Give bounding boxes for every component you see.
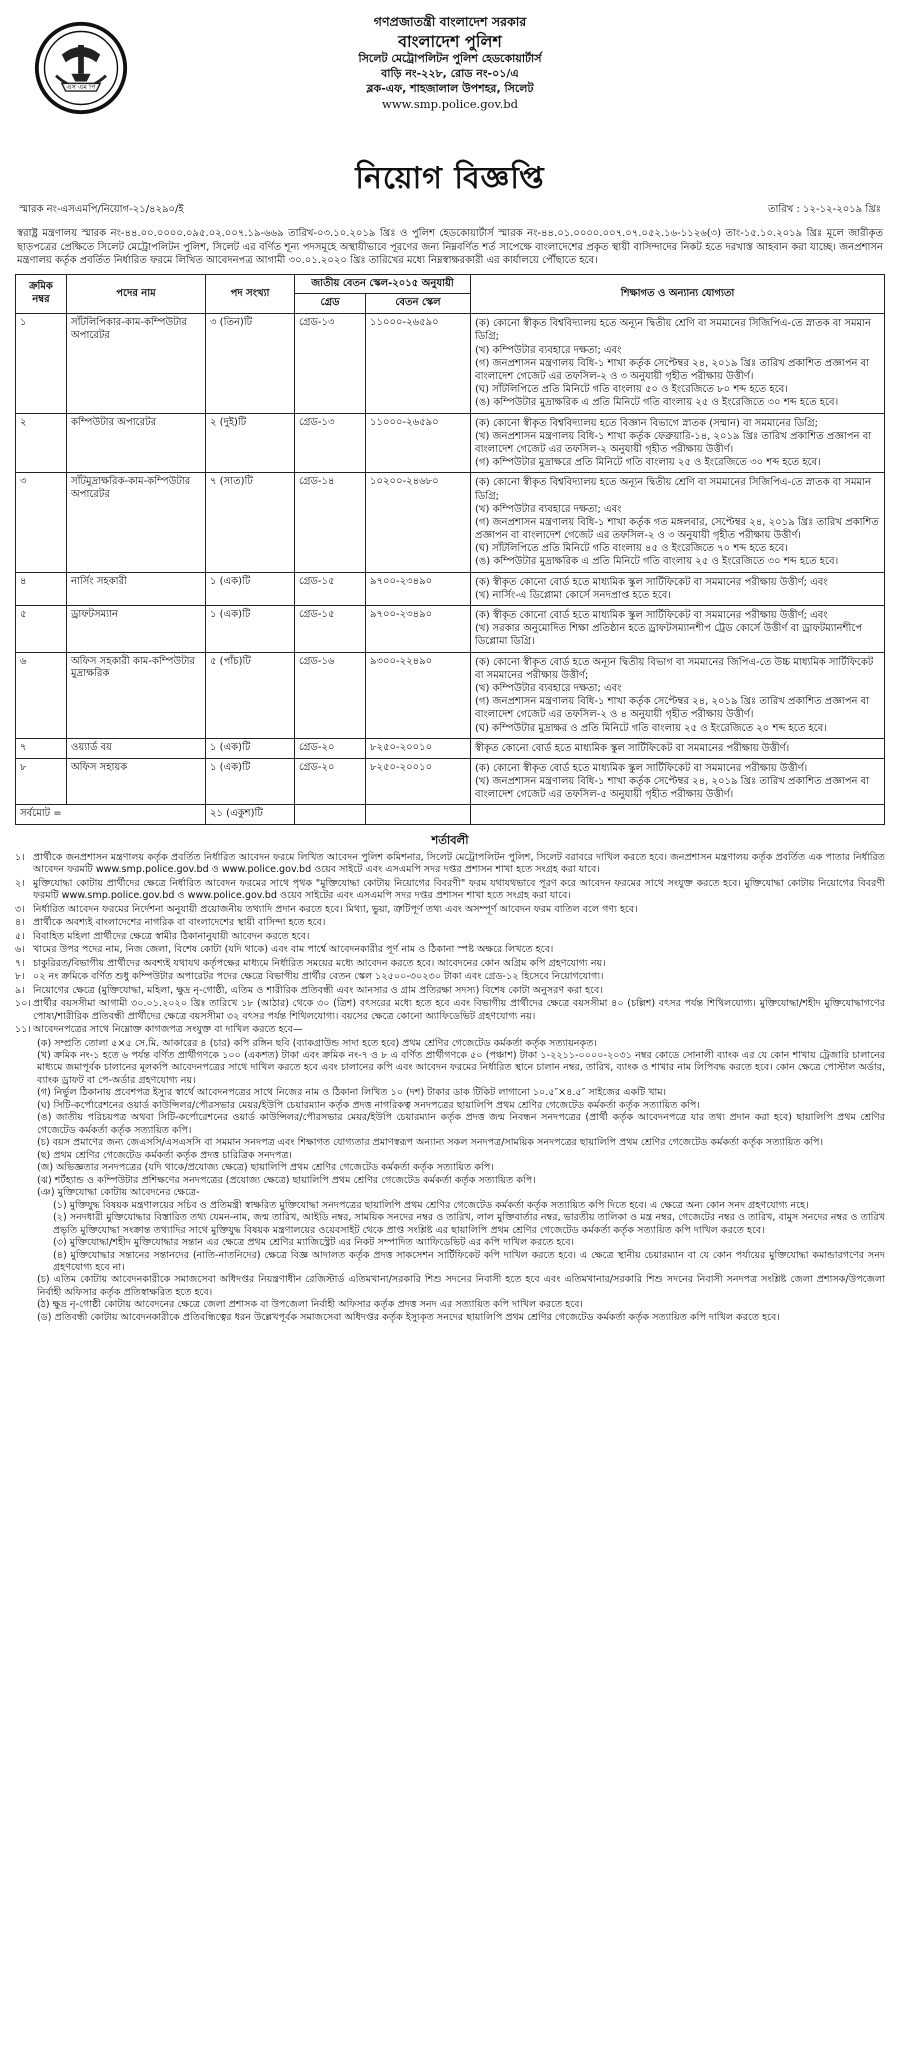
cell-serial: ৭: [16, 738, 67, 758]
address-line-1: বাড়ি নং-২২৮, রোড নং-০১/এ: [381, 67, 519, 81]
qualification-item: (ঙ) কম্পিউটার মুদ্রাক্ষরিক এ প্রতি মিনিটে গতি বাংলায় ২৫ ও ইংরেজিতে ৩০ শব্দ হতে হবে।: [475, 556, 839, 568]
header-scale-group: জাতীয় বেতন স্কেল-২০১৫ অনুযায়ী: [295, 274, 471, 294]
term-text: নিয়োগের ক্ষেত্রে (মুক্তিযোদ্ধা, মহিলা, ক্ষুদ্র নৃ-গোষ্ঠী, এতিম ও শারীরিক প্রতিবন্ধী এবং আনসার ও গ্রাম প্রতিরক্ষা সদস্য) বিশেষ কোটা অনুসরণ করা হবে।: [33, 984, 603, 996]
cell-post-name: সাঁটমুদ্রাক্ষরিক-কাম-কম্পিউটার অপারেটর: [67, 473, 206, 572]
table-row: [16, 606, 885, 653]
term-item: [15, 985, 885, 997]
address-line-2: ব্লক-এফ, শাহজালাল উপশহর, সিলেট: [366, 82, 534, 96]
website-link[interactable]: www.smp.police.gov.bd: [382, 97, 518, 111]
term-number: ৮।: [15, 971, 25, 983]
cell-post-name: অফিস সহায়ক: [67, 758, 206, 805]
qualification-item: (খ) জনপ্রশাসন মন্ত্রণালয় বিধি-১ শাখা কর্তৃক ফেব্রুয়ারি-১৪, ২০১৯ খ্রিঃ তারিখ প্রকাশিত প্রজ্ঞাপন বা বাংলাদেশ গেজেট এর তফসিল-২ অনুযায়ী গৃহীত পরীক্ষায় উত্তীর্ণ।: [475, 430, 872, 455]
cell-qualification: [471, 738, 885, 758]
qualification-item: (গ) জনপ্রশাসন মন্ত্রণালয় বিধি-১ শাখা কর্তৃক সেপ্টেম্বর ২৪, ২০১৯ খ্রিঃ তারিখ প্রকাশিত প্রজ্ঞাপন বা বাংলাদেশ গেজেট এর তফসিল-২ ও ৪ অনুযায়ী গৃহীত পরীক্ষায় উত্তীর্ণ।: [475, 696, 870, 721]
term-number: ১১।: [15, 1024, 31, 1036]
qualification-item: (ক) কোনো স্বীকৃত বিশ্ববিদ্যালয় হতে বিজ্ঞান বিভাগে স্নাতক (সম্মান) বা সমমানের ডিগ্রি;: [475, 417, 818, 429]
terms-list: [15, 852, 885, 1324]
cell-post-name: ওয়্যার্ড বয়: [67, 738, 206, 758]
term-text: প্রার্থীকে জনপ্রশাসন মন্ত্রণালয় কর্তৃক প্রবর্তিত নির্ধারিত আবেদন ফরমে লিখিত আবেদন পুলিশ কমিশনার, সিলেট মেট্রোপলিটন পুলিশ, সিলেট বরাবরে দাখিল করতে হবে। জনপ্রশাসন মন্ত্রণালয় কর্তৃক প্রবর্তিত এক পাতার নির্ধারিত আবেদন ফরমটি www.smp.police.gov.bd ও www.police.gov.bd ওয়েব সাইটে এবং এসএমপি সদর দপ্তর প্রশাসন শাখা হতে সংগ্রহ করা যাবে।: [33, 851, 885, 876]
cell-post-count: ১ (এক)টি: [206, 758, 295, 805]
header-serial: ক্রমিক নম্বর: [16, 274, 67, 314]
qualification-item: (খ) কম্পিউটার ব্যবহারে দক্ষতা; এবং: [475, 682, 622, 694]
cell-grade: গ্রেড-২০: [295, 758, 366, 805]
header-qualification: শিক্ষাগত ও অন্যান্য যোগ্যতা: [471, 274, 885, 314]
quota-requirement: (১) মুক্তিযুদ্ধ বিষয়ক মন্ত্রণালয়ের সচিব ও প্রতিমন্ত্রী স্বাক্ষরিত মুক্তিযোদ্ধা সনদপত্রের ছায়ালিপি প্রথম শ্রেণির গেজেটেড কর্মকর্তা কর্তৃক সত্যায়িত কপি দিতে হবে। এ ক্ষেত্রে অন্য কোন সনদ গ্রহণযোগ্য নহে।: [53, 1199, 809, 1211]
table-row: [16, 314, 885, 413]
qualification-item: (ক) কোনো স্বীকৃত বিশ্ববিদ্যালয় হতে অন্যূন দ্বিতীয় শ্রেণি বা সমমানের সিজিপিএ-তে স্নাতক বা সমমান ডিগ্রি;: [475, 477, 871, 502]
cell-pay-scale: ১১০০০-২৬৫৯০: [366, 314, 471, 413]
cell-post-count: ৩ (তিন)টি: [206, 314, 295, 413]
qualification-item: (খ) সরকার অনুমোদিত শিক্ষা প্রতিষ্ঠান হতে ড্রাফটসম্যানশীপ ট্রেড কোর্সে উত্তীর্ণ বা ড্রাফটম্যানশীপে ডিপ্লোমা ডিগ্রি।: [475, 623, 863, 648]
cell-serial: ১: [16, 314, 67, 413]
cell-grade: গ্রেড-১৩: [295, 314, 366, 413]
notice-title: নিয়োগ বিজ্ঞপ্তি: [355, 161, 545, 196]
quota-requirement: (২) সনদধারী মুক্তিযোদ্ধার বিস্তারিত তথ্য যেমন-নাম, জন্ম তারিখ, আইডি নম্বর, সাময়িক সনদের নম্বর ও তারিখ, লাল মুক্তিবার্তার নম্বর, ভারতীয় তালিকা ও মন্ত্র নম্বর, গেজেটের নম্বর ও তারিখ, বামুস সনদের নম্বর ও তারিখ প্রভৃতি মুক্তিযোদ্ধা সংক্রান্ত তথ্যাদির সাথে মুক্তিযুদ্ধ বিষয়ক মন্ত্রণালয়ের ওয়েবসাইট থেকে প্রাপ্ত সংশ্লিষ্ট এর ছায়ালিপি প্রথম শ্রেণির গেজেটেড কর্মকর্তা কর্তৃক সত্যায়িত কপি দাখিল করতে হবে।: [53, 1212, 885, 1236]
cell-pay-scale: ১০২০০-২৪৬৮০: [366, 473, 471, 572]
document-requirement: (ঙ) জাতীয় পরিচয়পত্র অথবা সিটি-কর্পোরেশনের ওয়ার্ড কাউন্সিলর/পৌরসভার মেয়র/ইউপি চেয়ারম্যান কর্তৃক প্রদত্ত জন্ম নিবন্ধন সনদপত্রের (প্রার্থী কর্তৃক আবেদনপত্রে যার তথ্য প্রদান করা হবে) ছায়ালিপি প্রথম শ্রেণির গেজেটেড কর্মকর্তা কর্তৃক সত্যায়িত কপি।: [37, 1112, 885, 1136]
qualification-item: (ক) কোনো স্বীকৃত বিশ্ববিদ্যালয় হতে অন্যূন দ্বিতীয় শ্রেণি বা সমমানের সিজিপিএ-তে স্নাতক বা সমমান ডিগ্রি;: [475, 318, 871, 343]
term-number: ৯।: [15, 984, 25, 996]
cell-pay-scale: ৯৭০০-২৩৪৯০: [366, 606, 471, 653]
qualification-item: (গ) জনপ্রশাসন মন্ত্রণালয় বিধি-১ শাখা কর্তৃক গত মঙ্গলবার, সেপ্টেম্বর ২৪, ২০১৯ খ্রিঃ তারিখ প্রকাশিত প্রজ্ঞাপন বা বাংলাদেশ গেজেট এর তফসিল-২ ও ৩ অনুযায়ী গৃহীত পরীক্ষায় উত্তীর্ণ।: [475, 516, 879, 542]
cell-post-count: ৭ (সাত)টি: [206, 473, 295, 572]
cell-grade: গ্রেড-১৫: [295, 606, 366, 653]
qualification-item: (ঘ) কম্পিউটার মুদ্রাক্ষর ও প্রতি মিনিটে গতি বাংলায় ২৫ ও ইংরেজিতে ২০ শব্দ হতে হবে।: [475, 722, 827, 734]
cell-pay-scale: ৯৩০০-২২৪৯০: [366, 652, 471, 738]
quota-requirement: (৩) মুক্তিযোদ্ধা/শহীদ মুক্তিযোদ্ধার সন্তান এর ক্ষেত্রে প্রথম শ্রেণির ম্যাজিস্ট্রেট এর নিকট সম্পাদিত অ্যাফিডেভিট এর কপি দাখিল করতে হবে।: [53, 1237, 575, 1249]
cell-post-name: কম্পিউটার অপারেটর: [67, 413, 206, 473]
term-item: [15, 944, 885, 956]
cell-pay-scale: ৯৭০০-২৩৪৯০: [366, 572, 471, 605]
qualification-item: (গ) জনপ্রশাসন মন্ত্রণালয় বিধি-১ শাখা কর্তৃক সেপ্টেম্বর ২৪, ২০১৯ খ্রিঃ তারিখ প্রকাশিত প্রজ্ঞাপন বা বাংলাদেশ গেজেট এর তফসিল-২ ও ৩ অনুযায়ী গৃহীত পরীক্ষায় উত্তীর্ণ।: [475, 357, 870, 383]
cell-qualification: [471, 572, 885, 605]
quota-requirement: (ড) প্রতিবন্ধী কোটায় আবেদনকারীকে প্রতিবন্ধিত্বের ধরন উল্লেখপূর্বক সমাজসেবা অধিদপ্তর কর্তৃক ইস্যুকৃত সনদের ছায়ালিপি প্রথম শ্রেণির গেজেটেড কর্মকর্তা কর্তৃক সত্যায়িত কপি দাখিল করতে হবে।: [37, 1311, 780, 1323]
cell-qualification: [471, 314, 885, 413]
terms-title: শর্তাবলী: [431, 833, 469, 848]
table-row: [16, 758, 885, 805]
cell-post-name: অফিস সহকারী কাম-কম্পিউটার মুদ্রাক্ষরিক: [67, 652, 206, 738]
notice-date: তারিখ : ১২-১২-২০১৯ খ্রিঃ: [767, 204, 881, 216]
cell-post-count: ১ (এক)টি: [206, 738, 295, 758]
term-item: [15, 917, 885, 929]
quota-requirement: (৪) মুক্তিযোদ্ধার সন্তানের সন্তানদের (নাতি-নাতনিদের) ক্ষেত্রে বিজ্ঞ আদালত কর্তৃক প্রদত্ত সাকসেশন সার্টিফিকেট কপি দাখিল করতে হবে। এ ক্ষেত্রে স্থানীয় চেয়ারম্যান বা যে কোন পর্যায়ের মুক্তিযোদ্ধা কমান্ডারগণের সনদ গ্রহণযোগ্য হবে না।: [53, 1249, 885, 1273]
cell-post-name: সাঁটলিপিকার-কাম-কম্পিউটার অপারেটর: [67, 314, 206, 413]
term-number: ৪।: [15, 917, 25, 929]
term-text: চাকুরিরত/বিভাগীয় প্রার্থীদের অবশ্যই যথাযথ কর্তৃপক্ষের মাধ্যমে নির্ধারিত সময়ের মধ্যে আবেদন করতে হবে। আবেদনের কোন অগ্রিম কপি গ্রহণযোগ্য নয়।: [33, 957, 606, 969]
term-text: আবেদনপত্রের সাথে নিম্নোক্ত কাগজপত্র সংযুক্ত বা দাখিল করতে হবে—: [33, 1024, 303, 1036]
cell-grade: গ্রেড-২০: [295, 738, 366, 758]
cell-post-count: ৫ (পাঁচ)টি: [206, 652, 295, 738]
document-requirement: (চ) বয়স প্রমাণের জন্য জেএসসি/এসএসসি বা সমমান সনদপত্র এবং শিক্ষাগত যোগ্যতার প্রমাণস্বরূপ অন্যান্য সকল সনদপত্র/সাময়িক সনদপত্রের ছায়ালিপি প্রথম শ্রেণির গেজেটেড কর্মকর্তা কর্তৃক সত্যায়িত কপি।: [37, 1137, 823, 1149]
header-scale: বেতন স্কেল: [366, 294, 471, 314]
cell-serial: ৮: [16, 758, 67, 805]
term-text: নির্ধারিত আবেদন ফরমের নির্দেশনা অনুযায়ী প্রয়োজনীয় তথ্যাদি প্রদান করতে হবে। মিথ্যা, ভুয়া, ত্রুটিপূর্ণ তথ্য এবং অসম্পূর্ণ আবেদন ফরম বাতিল বলে গণ্য হবে।: [33, 903, 638, 915]
table-row: [16, 572, 885, 605]
term-item: [15, 904, 885, 916]
qualification-item: (খ) কম্পিউটার ব্যবহারে দক্ষতা; এবং: [475, 503, 622, 515]
term-number: ১।: [15, 851, 25, 863]
qualification-item: স্বীকৃত কোনো বোর্ড হতে মাধ্যমিক স্কুল সার্টিফিকেট বা সমমানের পরীক্ষায় উত্তীর্ণ।: [475, 742, 790, 754]
header-count: পদ সংখ্যা: [206, 274, 295, 314]
cell-qualification: [471, 652, 885, 738]
cell-grade: গ্রেড-১৪: [295, 473, 366, 572]
term-number: ৫।: [15, 930, 25, 942]
intro-paragraph: স্বরাষ্ট্র মন্ত্রণালয় স্মারক নং-৪৪.০০.০০০০.০৯৫.০২.০০৭.১৯-৬৬৯ তারিখ-০৩.১০.২০১৯ খ্রিঃ ও পুলিশ হেডকোয়ার্টার্স স্মারক নং-৪৪.০১.০০০০.০০৭.০৭.০৫২.১৬-১১২৬(৩) তাং-১৫.১০.২০১৯ খ্রিঃ মূলে জারীকৃত ছাড়পত্রের প্রেক্ষিতে সিলেট মেট্রোপলিটন পুলিশ, সিলেট এর বর্ণিত শূন্য পদসমূহে অস্থায়ীভাবে পূরণের জন্য নিম্নবর্ণিত শর্ত সাপেক্ষে বাংলাদেশের প্রকৃত স্থায়ী বাসিন্দাদের নিকট হতে দরখাস্ত আহবান করা যাচ্ছে। জনপ্রশাসন মন্ত্রণালয় কর্তৃক প্রবর্তিত নির্ধারিত ফরমে লিখিত আবেদনপত্র আগামী ৩০.০১.২০২০ খ্রিঃ তারিখের মধ্যে নিম্নস্বাক্ষরকারী এর কার্যালয়ে পৌঁছাতে হবে।: [17, 228, 883, 267]
term-number: ৬।: [15, 944, 25, 956]
term-number: ২।: [15, 877, 25, 889]
letterhead: [15, 8, 885, 158]
term-item: [15, 958, 885, 970]
organization-name: বাংলাদেশ পুলিশ: [398, 31, 502, 51]
memo-number: স্মারক নং-এসএমপি/নিয়োগ-২১/৪২৯০/ই: [19, 204, 184, 216]
document-requirement: (ঞ) মুক্তিযোদ্ধা কোটায় আবেদনের ক্ষেত্রে-: [37, 1187, 200, 1199]
cell-qualification: [471, 413, 885, 473]
cell-qualification: [471, 606, 885, 653]
header-grade: গ্রেড: [295, 294, 366, 314]
cell-post-count: ১ (এক)টি: [206, 572, 295, 605]
term-number: ৭।: [15, 957, 25, 969]
document-requirement: (খ) ক্রমিক নং-১ হতে ৬ পর্যন্ত বর্ণিত প্রার্থীগণকে ১০০ (একশত) টাকা এবং ক্রমিক নং-৭ ও ৮ এ বর্ণিত প্রার্থীগণকে ৫০ (পঞ্চাশ) টাকা ১-২২১১-০০০০-২০৩১ নম্বর কোডে সোনালী ব্যাংক এর যে কোন শাখায় ট্রেজারি চালানের মাধ্যমে জমাপূর্বক চালানের মূলকপি আবেদনপত্রের সাথে দাখিল করতে হবে এবং চালানের কপি এবং আবেদন ফরমের নির্ধারিত স্থানে চালান নম্বর, তারিখ, ব্যাংক ও শাখার নাম লিপিবদ্ধ করতে হবে। কোন ক্ষেত্রে পোস্টাল অর্ডার, ব্যাংক ড্রাফট বা পে-অর্ডার গ্রহণযোগ্য নয়।: [37, 1050, 885, 1086]
qualification-item: (ঘ) সাঁটলিপিতে প্রতি মিনিটে গতি বাংলায় ৪৫ ও ইংরেজিতে ৭০ শব্দ হতে হবে।: [475, 543, 788, 555]
document-requirement: (ঘ) সিটি-কর্পোরেশনের ওয়ার্ড কাউন্সিলর/পৌরসভার মেয়র/ইউপি চেয়ারম্যান কর্তৃক প্রদত্ত নাগরিকত্ব সনদপত্রের ছায়ালিপি প্রথম শ্রেণির গেজেটেড কর্মকর্তা কর্তৃক সত্যায়িত কপি।: [37, 1099, 700, 1111]
qualification-item: (গ) কম্পিউটার মুদ্রাক্ষরে প্রতি মিনিটে গতি বাংলায় ২৫ ও ইংরেজিতে ৩০ শব্দ হতে হবে।: [475, 457, 821, 469]
government-name: গণপ্রজাতন্ত্রী বাংলাদেশ সরকার: [373, 14, 527, 29]
term-text: ০২ নং ক্রমিকে বর্ণিত শুধু কম্পিউটার অপারেটর পদের ক্ষেত্রে বিভাগীয় প্রার্থীর বেতন স্কেল ১২৫০০-৩০২৩০ টাকা এবং গ্রেড-১২ হিসেবে নিয়োগযোগ্য।: [33, 971, 604, 983]
headquarters-name: সিলেট মেট্রোপলিটন পুলিশ হেডকোয়ার্টার্স: [358, 52, 542, 66]
term-text: খামের উপর পদের নাম, নিজ জেলা, বিশেষ কোটা (যদি থাকে) এবং বাম পার্শ্বে আবেদনকারীর পূর্ণ নাম ও ঠিকানা স্পষ্ট অক্ষরে লিখতে হবে।: [33, 944, 554, 956]
cell-serial: ৫: [16, 606, 67, 653]
qualification-item: (খ) কম্পিউটার ব্যবহারে দক্ষতা; এবং: [475, 344, 622, 356]
table-row: [16, 652, 885, 738]
qualification-item: (ক) স্বীকৃত কোনো বোর্ড হতে মাধ্যমিক স্কুল সার্টিফিকেট বা সমমানের পরীক্ষায় উত্তীর্ণ; এবং: [475, 610, 828, 622]
cell-post-name: ড্রাফটসম্যান: [67, 606, 206, 653]
quota-requirement: (ঠ) ক্ষুদ্র নৃ-গোষ্ঠী কোটায় আবেদনের ক্ষেত্রে জেলা প্রশাসক বা উপজেলা নির্বাহী অফিসার কর্তৃক প্রদত্ত সনদ এর সত্যায়িত কপি দাখিল করতে হবে।: [37, 1299, 583, 1311]
term-text: বিবাহিত মহিলা প্রার্থীদের ক্ষেত্রে স্বামীর ঠিকানানুযায়ী আবেদন করতে হবে।: [33, 930, 310, 942]
term-item: [15, 852, 885, 877]
document-requirement: (ক) সম্প্রতি তোলা ৫×৫ সে.মি. আকারের ৪ (চার) কপি রঙ্গিন ছবি (ব্যাকগ্রাউন্ড সাদা হতে হবে) প্রথম শ্রেণির গেজেটেড কর্মকর্তা কর্তৃক সত্যায়নকৃত।: [37, 1037, 597, 1049]
table-row: [16, 473, 885, 572]
cell-grade: গ্রেড-১৫: [295, 572, 366, 605]
term-item: [15, 998, 885, 1023]
table-row: [16, 413, 885, 473]
cell-pay-scale: ১১০০০-২৬৫৯০: [366, 413, 471, 473]
document-requirement: (জ) অভিজ্ঞতার সনদপত্রের (যদি থাকে/প্রযোজ্য ক্ষেত্রে) ছায়ালিপি প্রথম শ্রেণির গেজেটেড কর্মকর্তা কর্তৃক সত্যায়িত কপি।: [37, 1162, 494, 1174]
total-label: সর্বমোট =: [16, 805, 206, 825]
table-row: [16, 738, 885, 758]
cell-serial: ৬: [16, 652, 67, 738]
term-number: ১০।: [15, 998, 31, 1010]
term-text: প্রার্থীকে অবশ্যই বাংলাদেশের নাগরিক বা বাংলাদেশের স্থায়ী বাসিন্দা হতে হবে।: [33, 917, 326, 929]
document-requirement: (গ) নির্ভুল ঠিকানায় প্রবেশপত্র ইস্যুর স্বার্থে আবেদনপত্রের সাথে নিজের নাম ও ঠিকানা লিখিত ১০ (দশ) টাকার ডাক টিকিট লাগানো ১০.৫″×৪.৫″ সাইজের একটি খাম।: [37, 1087, 667, 1099]
cell-post-count: ২ (দুই)টি: [206, 413, 295, 473]
qualification-item: (ঘ) সাঁটলিপিতে প্রতি মিনিটে গতি বাংলায় ৫০ ও ইংরেজিতে ৮০ শব্দ হতে হবে।: [475, 384, 788, 396]
qualification-item: (খ) নার্সিং-এ ডিপ্লোমা কোর্সে সনদপ্রাপ্ত হতে হবে।: [475, 589, 671, 601]
posts-table: [15, 274, 885, 826]
qualification-item: (ক) স্বীকৃত কোনো বোর্ড হতে মাধ্যমিক স্কুল সার্টিফিকেট বা সমমানের পরীক্ষায় উত্তীর্ণ; এবং: [475, 576, 828, 588]
cell-post-count: ১ (এক)টি: [206, 606, 295, 653]
document-requirement: (ছ) প্রথম শ্রেণির গেজেটেড কর্মকর্তা কর্তৃক প্রদত্ত চারিত্রিক সনদপত্র।: [37, 1149, 292, 1161]
notice-page: [15, 0, 885, 1324]
cell-serial: ৩: [16, 473, 67, 572]
term-item: [15, 971, 885, 983]
cell-pay-scale: ৮২৫০-২০০১০: [366, 758, 471, 805]
svg-text:এস এম পি: এস এম পি: [66, 83, 96, 92]
term-item: [15, 878, 885, 903]
quota-requirement: (চ) এতিম কোটায় আবেদনকারীকে সমাজসেবা অধিদপ্তর নিয়ন্ত্রণাধীন রেজিস্টার্ড এতিমখানা/সরকারি শিশু সদনের নিবাসী হতে হবে এবং এতিমখানার/সরকারি শিশু সদনের নিবাসী সনদপত্র সংশ্লিষ্ট জেলা প্রশাসক/উপজেলা নির্বাহী অফিসার কর্তৃক প্রতিস্বাক্ষরিত হতে হবে।: [37, 1274, 885, 1298]
cell-pay-scale: ৮২৫০-২০০১০: [366, 738, 471, 758]
term-text: প্রার্থীর বয়সসীমা আগামী ৩০.০১.২০২০ খ্রিঃ তারিখে ১৮ (আঠার) থেকে ৩০ (ত্রিশ) বৎসরের মধ্যে হতে হবে এবং বিভাগীয় প্রার্থীদের ক্ষেত্রে বয়সসীমা ৪০ (চল্লিশ) বৎসর পর্যন্ত শিথিলযোগ্য। মুক্তিযোদ্ধা/শহীদ মুক্তিযোদ্ধাগণের পোষ্য/শারীরিক প্রতিবন্ধী প্রার্থীদের ক্ষেত্রে বয়সসীমা ৩২ বৎসর পর্যন্ত শিথিলযোগ্য। বয়সের ক্ষেত্রে কোনো অ্যাফিডেভিট গ্রহণযোগ্য নয়।: [33, 998, 885, 1022]
total-row: [16, 805, 885, 825]
term-text: মুক্তিযোদ্ধা কোটায় প্রার্থীদের ক্ষেত্রে নির্ধারিত আবেদন ফরমের সাথে পৃথক "মুক্তিযোদ্ধা কোটায় নিয়োগের বিবরণী" ফরম যথাযথভাবে পূরণ করে আবেদন ফরমের সাথে সংযুক্ত করতে হবে। মুক্তিযোদ্ধা কোটায় নিয়োগের বিবরণী ফরমটি www.smp.police.gov.bd ও www.police.gov.bd ওয়েব সাইটের এবং এসএমপি সদর দপ্তর প্রশাসন শাখা হতে সংগ্রহ করা যাবে।: [33, 877, 885, 902]
cell-grade: গ্রেড-১৩: [295, 413, 366, 473]
qualification-item: (খ) জনপ্রশাসন মন্ত্রণালয় বিধি-১ শাখা কর্তৃক সেপ্টেম্বর ২৪, ২০১৯ খ্রিঃ তারিখ প্রকাশিত প্রজ্ঞাপন বা বাংলাদেশ গেজেট এর তফসিল-৫ অনুযায়ী গৃহীত পরীক্ষায় উত্তীর্ণ।: [475, 776, 870, 801]
cell-qualification: [471, 758, 885, 805]
cell-serial: ৪: [16, 572, 67, 605]
header-post: পদের নাম: [67, 274, 206, 314]
term-item: [15, 1024, 885, 1036]
document-requirement: (ঝ) শর্টহ্যান্ড ও কম্পিউটার প্রশিক্ষণের সনদপত্রের (প্রযোজ্য ক্ষেত্রে) ছায়ালিপি প্রথম শ্রেণির গেজেটেড কর্মকর্তা কর্তৃক সত্যায়িত কপি।: [37, 1174, 536, 1186]
cell-post-name: নার্সিং সহকারী: [67, 572, 206, 605]
qualification-item: (ঙ) কম্পিউটার মুদ্রাক্ষরিক এ প্রতি মিনিটে গতি বাংলায় ২৫ ও ইংরেজিতে ৩০ শব্দ হতে হবে।: [475, 397, 839, 409]
cell-qualification: [471, 473, 885, 572]
term-item: [15, 931, 885, 943]
police-logo-icon: [33, 20, 129, 116]
qualification-item: (ক) কোনো স্বীকৃত বোর্ড হতে মাধ্যমিক স্কুল সার্টিফিকেট বা সমমানের পরীক্ষায় উত্তীর্ণ।: [475, 762, 808, 774]
term-number: ৩।: [15, 903, 25, 915]
total-count: ২১ (একুশ)টি: [206, 805, 295, 825]
cell-grade: গ্রেড-১৬: [295, 652, 366, 738]
qualification-item: (ক) কোনো স্বীকৃত বোর্ড হতে অন্যূন দ্বিতীয় বিভাগ বা সমমানের জিপিএ-তে উচ্চ মাধ্যমিক সার্টিফিকেট বা সমমানের পরীক্ষায় উত্তীর্ণ;: [475, 656, 874, 681]
cell-serial: ২: [16, 413, 67, 473]
